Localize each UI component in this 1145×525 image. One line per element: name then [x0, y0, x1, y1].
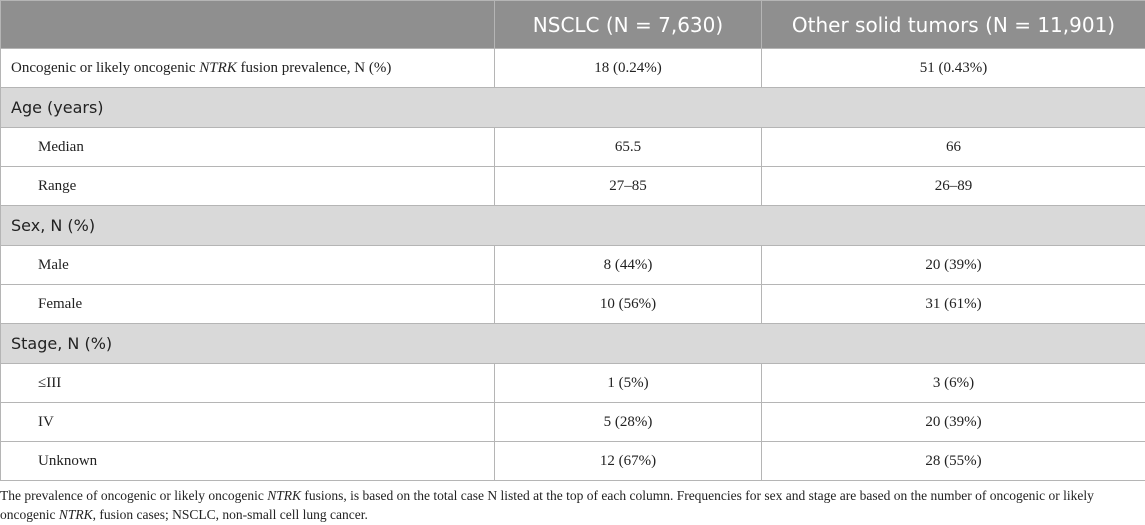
- footnote-part-2: fusions, is based on the total case N listed at the top of each column. Frequencies for sex and stage are based on the number of oncogenic or likely oncogenic: [0, 488, 1094, 522]
- row-nsclc-value: 27–85: [495, 167, 762, 206]
- row-label: Male: [1, 246, 495, 285]
- row-nsclc-value: 65.5: [495, 128, 762, 167]
- footnote-gene-2: NTRK: [58, 507, 93, 522]
- row-label: Median: [1, 128, 495, 167]
- row-other-value: 20 (39%): [762, 246, 1145, 285]
- footnote-part-1: The prevalence of oncogenic or likely oncogenic: [0, 488, 268, 503]
- section-header-sex: [1, 206, 1145, 246]
- table-row: [1, 167, 1145, 206]
- footnote-part-3: , fusion cases; NSCLC, non-small cell lung cancer.: [92, 507, 368, 522]
- table-footnote: [0, 486, 1140, 524]
- footnote-gene-1: NTRK: [267, 488, 302, 503]
- row-label: Range: [1, 167, 495, 206]
- prevalence-label-pre: Oncogenic or likely oncogenic: [11, 59, 200, 76]
- prevalence-nsclc: 18 (0.24%): [495, 49, 762, 88]
- section-title: Stage, N (%): [1, 324, 1145, 364]
- row-other-value: 3 (6%): [762, 364, 1145, 403]
- prevalence-label-gene: NTRK: [199, 59, 237, 76]
- prevalence-label-post: fusion prevalence, N (%): [236, 59, 392, 76]
- row-nsclc-value: 8 (44%): [495, 246, 762, 285]
- section-title: Sex, N (%): [1, 206, 1145, 246]
- table-row: [1, 403, 1145, 442]
- row-label: Female: [1, 285, 495, 324]
- row-other-value: 31 (61%): [762, 285, 1145, 324]
- section-header-stage: [1, 324, 1145, 364]
- prevalence-row: [1, 49, 1145, 88]
- header-other-solid-tumors: Other solid tumors (N = 11,901): [762, 1, 1145, 49]
- row-other-value: 26–89: [762, 167, 1145, 206]
- prevalence-other: 51 (0.43%): [762, 49, 1145, 88]
- header-nsclc: NSCLC (N = 7,630): [495, 1, 762, 49]
- prevalence-label: [1, 49, 495, 88]
- row-label: ≤III: [1, 364, 495, 403]
- table-row: [1, 442, 1145, 481]
- table-row: [1, 246, 1145, 285]
- header-row: [1, 1, 1145, 49]
- header-blank-cell: [1, 1, 495, 49]
- section-header-age: [1, 88, 1145, 128]
- row-other-value: 28 (55%): [762, 442, 1145, 481]
- row-nsclc-value: 5 (28%): [495, 403, 762, 442]
- section-title: Age (years): [1, 88, 1145, 128]
- table-row: [1, 364, 1145, 403]
- table-row: [1, 285, 1145, 324]
- row-label: IV: [1, 403, 495, 442]
- row-label: Unknown: [1, 442, 495, 481]
- table-row: [1, 128, 1145, 167]
- row-other-value: 66: [762, 128, 1145, 167]
- row-nsclc-value: 12 (67%): [495, 442, 762, 481]
- row-nsclc-value: 1 (5%): [495, 364, 762, 403]
- row-other-value: 20 (39%): [762, 403, 1145, 442]
- row-nsclc-value: 10 (56%): [495, 285, 762, 324]
